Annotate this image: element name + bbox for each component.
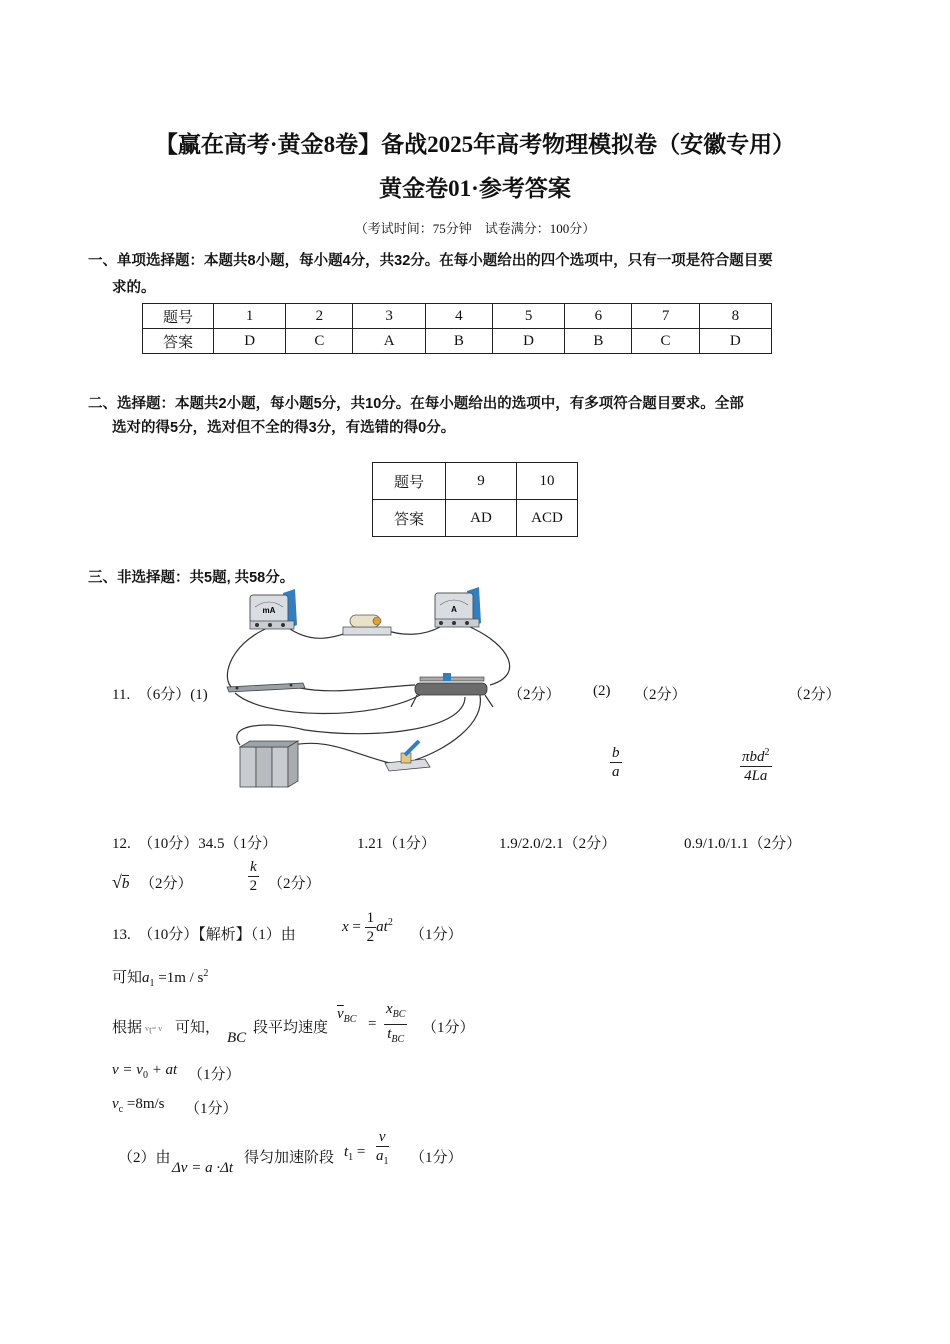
fraction-numerator: x [386,1001,393,1017]
subscript: 1 [149,978,155,989]
table-cell: C [632,329,699,354]
table-row-answers [143,329,772,354]
row-label-answer: 答案 [373,500,446,537]
wire [237,697,465,745]
q12-answer-3: 1.9/2.0/2.1（2分） [499,836,617,852]
equation-var: a [142,970,150,986]
table-cell: AD [446,500,517,537]
exam-info: （考试时间：75分钟 试卷满分：100分） [354,221,596,236]
table-row-answers [373,500,578,537]
subscript: c [118,1104,124,1115]
fraction-numerator: k [250,859,257,875]
q13-line3-vbar [337,1006,356,1025]
table-cell: 3 [353,304,425,329]
q11-score3: （2分） [788,687,841,703]
equation-value: =1m / s [154,970,204,986]
q12-answer-4: 0.9/1.0/1.1（2分） [684,836,802,852]
table-row-questions [143,304,772,329]
tiny-sub: t [149,1025,152,1037]
battery-pack [240,741,298,787]
table-row-questions [373,463,578,500]
answer-table-1 [142,303,772,354]
q13-line3-bc: BC [227,1030,247,1046]
q13-line4-score: （1分） [188,1067,241,1083]
table-cell: 10 [517,463,578,500]
fraction-denominator: a [612,764,620,780]
row-label-question: 题号 [143,304,214,329]
wire [470,627,510,685]
subscript: 1 [348,1152,354,1163]
q13-line6-t: $t_1$ = [344,1144,366,1163]
q13-line4 [112,1062,177,1081]
meter-label-ma: mA [262,606,276,615]
equation-term: + at [147,1062,178,1078]
meter-label-a: A [451,605,457,614]
milliammeter [250,589,297,629]
section2-heading-cont: 选对的得5分，选对但不全的得3分，有选错的得0分。 [112,420,456,436]
subscript: BC [343,1014,357,1025]
q13-line3-text: 段平均速度 [253,1020,329,1036]
row-label-question: 题号 [373,463,446,500]
wire [227,627,270,689]
table-cell: 9 [446,463,517,500]
table-cell: 5 [492,304,564,329]
switch [385,741,430,771]
fraction-numerator: b [612,745,620,761]
q13-line2 [112,966,208,989]
sqrt-argument: b [121,876,130,892]
section1-heading: 一、单项选择题：本题共8小题，每小题4分，共32分。在每小题给出的四个选项中，只有一项是符合题目要 [88,253,773,269]
q11-fraction-2 [740,744,772,785]
fraction-denominator: a [376,1148,384,1164]
fraction-numerator: 1 [366,910,375,926]
q11-fraction-1 [610,744,622,781]
q13-line3-equals: = [368,1016,377,1032]
text-prefix: 可知 [112,970,143,986]
row-label-answer: 答案 [143,329,214,354]
q11-score2: （2分） [634,687,687,703]
table-cell: B [425,329,492,354]
q11-prefix: 11. （6分）(1) [112,687,208,703]
wire [300,685,415,691]
fraction-denominator: 4La [744,768,768,784]
table-cell: D [214,329,286,354]
q13-line3-tiny [145,1024,162,1037]
fraction-denominator: 2 [249,878,258,894]
superscript: 2 [387,916,393,928]
subscript: BC [392,1009,406,1020]
section1-heading-cont: 求的。 [112,280,156,296]
table-cell: 7 [632,304,699,329]
q12-fraction [248,858,259,895]
resistor-component [343,615,391,635]
table-cell: ACD [517,500,578,537]
tiny-rest: = v [151,1024,163,1033]
wire [235,693,420,714]
q13-line5-score: （1分） [185,1101,238,1117]
q13-line6-score: （1分） [410,1150,463,1166]
page-title: 【赢在高考·黄金8卷】备战2025年高考物理模拟卷（安徽专用） [154,132,796,157]
tiny-var: v [145,1024,149,1033]
table-cell: D [492,329,564,354]
q11-score1: （2分） [508,687,561,703]
table-cell: A [353,329,425,354]
table-cell: D [699,329,771,354]
subscript: 0 [142,1070,148,1081]
q13-line3-score: （1分） [422,1020,475,1036]
wire [285,743,390,763]
q13-line6-mid: 得匀加速阶段 [244,1150,335,1166]
equation: v = v [112,1062,143,1078]
q13-line1-score: （1分） [410,927,463,943]
q13-line6-eq: Δv = a ·Δt [172,1160,234,1176]
equation-value: =8m/s [123,1096,165,1112]
fraction-denominator: 2 [366,929,375,945]
equation-term: at [376,918,388,935]
equation-var: x [342,918,349,935]
q12-sqrt: √b [112,872,130,892]
superscript: 2 [764,747,770,758]
q13-line6-prefix: （2）由 [118,1150,171,1166]
section3-heading: 三、非选择题：共5题, 共58分。 [88,570,295,586]
subscript: 1 [383,1156,389,1167]
wire [385,627,440,634]
page-subtitle: 黄金卷01·参考答案 [379,176,571,201]
wire [415,695,480,760]
wire-sample-board [227,683,305,692]
q12-score6: （2分） [268,876,321,892]
section2-heading: 二、选择题：本题共2小题，每小题5分，共10分。在每小题给出的选项中，有多项符合题目要求。全部 [88,396,744,412]
table-cell: 2 [286,304,353,329]
fraction-denominator: t [387,1026,392,1042]
fraction-numerator: πbd [742,749,765,765]
fraction-numerator: v [376,1128,389,1147]
q13-line3-prefix: 根据 [112,1020,143,1036]
equation-var: $\overline{v}$ [337,1006,344,1022]
equation-var: v [112,1096,119,1112]
q13-line6-fraction [376,1128,389,1171]
q11-part2: (2) [593,683,611,699]
q12-answer-2: 1.21（1分） [357,836,436,852]
q13-equation-1: x = $\frac{1}{2}$ $at^2$ [342,910,393,945]
table-cell: B [565,329,632,354]
table-cell: C [286,329,353,354]
table-cell: 8 [699,304,771,329]
q12-score5: （2分） [140,876,193,892]
q12-answer-1: 12. （10分）34.5（1分） [112,836,278,852]
q13-line5 [112,1096,165,1115]
q13-line3-mid: 可知， [175,1020,221,1036]
table-cell: 4 [425,304,492,329]
q13-line3-fraction [384,1000,407,1049]
superscript: 2 [203,968,209,979]
equation-var: t [344,1144,349,1160]
q13-line1-prefix: 13. （10分）【解析】（1）由 [112,927,296,943]
table-cell: 6 [565,304,632,329]
subscript: BC [391,1034,405,1045]
circuit-diagram [225,585,525,795]
table-cell: 1 [214,304,286,329]
answer-table-2 [372,462,578,537]
ammeter [435,587,481,627]
